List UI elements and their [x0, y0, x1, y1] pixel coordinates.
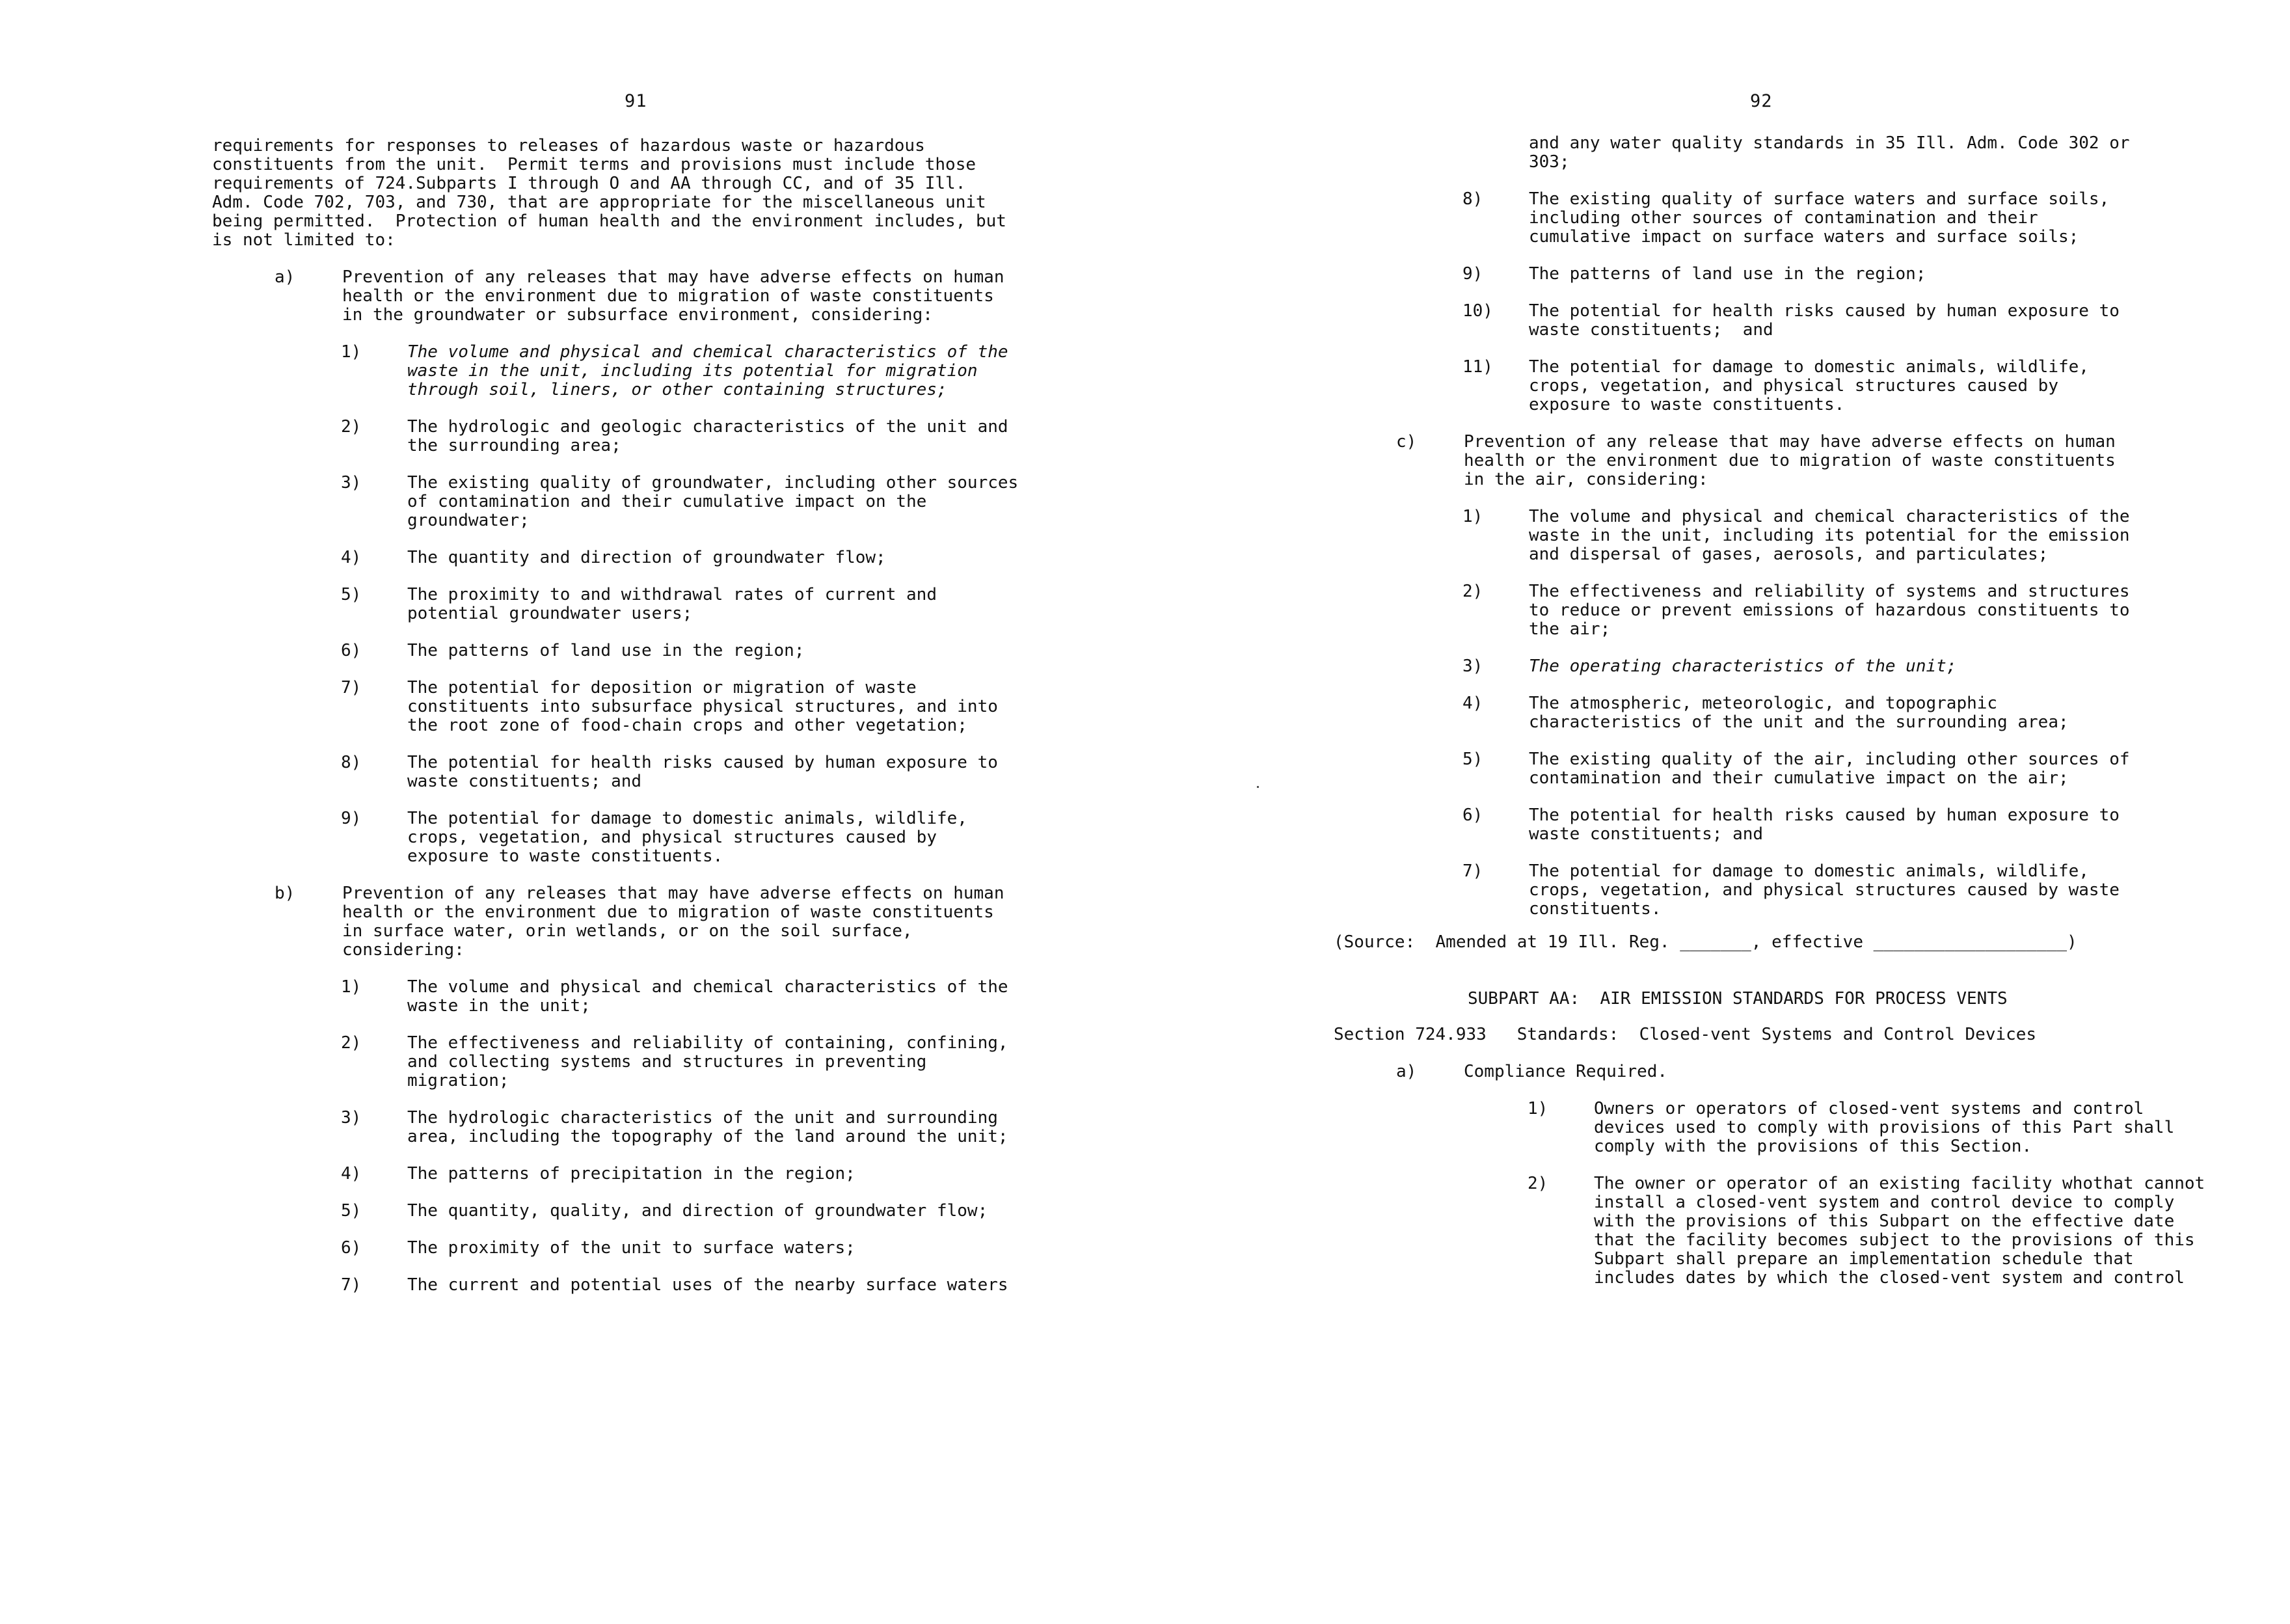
- item-text: The existing quality of the air, including other sources of contamination and their cumulative impact on the air;: [1529, 750, 2130, 788]
- item-text: The patterns of land use in the region;: [1529, 264, 1926, 284]
- item-text: The existing quality of groundwater, including other sources of contamination and their cumulative impact on the groundwater;: [407, 473, 1019, 530]
- subsection-b-items: [212, 978, 1097, 1295]
- item-text: The potential for health risks caused by human exposure to waste constituents; and: [407, 753, 998, 791]
- item-text: The quantity, quality, and direction of groundwater flow;: [407, 1201, 988, 1221]
- subsection-label: b): [275, 884, 295, 903]
- item-text: The patterns of land use in the region;: [407, 641, 805, 660]
- subsection-text: Prevention of any releases that may have adverse effects on human health or the environment due to migration of waste constituents in surface water, orin wetlands, or on the soil surface, considering:: [342, 884, 1004, 960]
- intro-paragraph: requirements for responses to releases of hazardous waste or hazardous constituents from the unit. Permit terms and provisions must include those requirements of 724.Subparts I through O and AA through CC, and of 35 Ill. Adm. Code 702, 703, and 730, that are appropriate for the miscellaneous unit being permitted. Protection of human health and the environment includes, but is not limited to:: [212, 136, 1006, 250]
- item-label: 3): [341, 1108, 362, 1128]
- item-text: The patterns of precipitation in the region;: [407, 1164, 855, 1184]
- item-text: The volume and physical and chemical characteristics of the waste in the unit;: [407, 977, 1008, 1016]
- item-label: 9): [1462, 264, 1483, 284]
- item-text: The volume and physical and chemical characteristics of the waste in the unit, including its potential for migration through soil, liners, or other containing structures;: [407, 342, 1008, 399]
- item-text: The potential for deposition or migration of waste constituents into subsurface physical structures, and into the root zone of food-chain crops and other vegetation;: [407, 678, 998, 735]
- item-label: 2): [341, 417, 362, 437]
- item-text: Owners or operators of closed-vent systems and control devices used to comply with provisions of this Part shall comply with the provisions of this Section.: [1594, 1099, 2175, 1156]
- item-text: The effectiveness and reliability of systems and structures to reduce or prevent emissions of hazardous constituents to the air;: [1529, 582, 2130, 639]
- item-text: The proximity to and withdrawal rates of current and potential groundwater users;: [407, 585, 937, 623]
- section-heading: Section 724.933 Standards: Closed-vent Systems and Control Devices: [1334, 1025, 2037, 1044]
- item-label: 7): [341, 678, 362, 697]
- item-text: The current and potential uses of the nearby surface waters: [407, 1275, 1008, 1295]
- subsection-a-items: [212, 343, 1097, 866]
- item-text: and any water quality standards in 35 Ill. Adm. Code 302 or 303;: [1529, 133, 2130, 172]
- item-label: 4): [1462, 694, 1483, 713]
- item-label: 1): [341, 342, 362, 362]
- page-number: 92: [1750, 91, 1773, 111]
- left-column: [212, 137, 1097, 1295]
- item-label: 1): [341, 977, 362, 997]
- item-text: The hydrologic and geologic characteristics of the unit and the surrounding area;: [407, 417, 1008, 455]
- item-text: The volume and physical and chemical characteristics of the waste in the unit, including its potential for the emission and dispersal of gases, aerosols, and particulates;: [1529, 507, 2130, 564]
- item-label: 10): [1462, 301, 1493, 321]
- item-label: 4): [341, 548, 362, 567]
- item-label: 8): [341, 753, 362, 772]
- item-label: 5): [1462, 750, 1483, 769]
- item-label: 11): [1462, 357, 1493, 377]
- subsection-label: c): [1396, 432, 1417, 452]
- item-text: The quantity and direction of groundwater flow;: [407, 548, 886, 567]
- item-label: 4): [341, 1164, 362, 1184]
- right-column: [1334, 134, 2257, 1288]
- scan-speck: [1257, 786, 1259, 788]
- subsection-a: [212, 268, 1097, 325]
- item-label: 6): [1462, 805, 1483, 825]
- item-label: 3): [1462, 656, 1483, 676]
- subsection-c: [1334, 433, 2257, 489]
- item-text: The effectiveness and reliability of containing, confining, and collecting systems and structures in preventing migration;: [407, 1033, 1008, 1090]
- item-label: 7): [341, 1275, 362, 1295]
- item-label: 8): [1462, 189, 1483, 209]
- item-text: The hydrologic characteristics of the unit and surrounding area, including the topography of the land around the unit;: [407, 1108, 1008, 1146]
- item-label: 9): [341, 809, 362, 828]
- page-number: 91: [625, 91, 647, 111]
- subsection-text: Compliance Required.: [1464, 1062, 1668, 1081]
- item-label: 6): [341, 641, 362, 660]
- source-note: (Source: Amended at 19 Ill. Reg. _______, effective ___________________): [1334, 932, 2077, 952]
- item-label: 2): [1462, 582, 1483, 601]
- item-label: 7): [1462, 861, 1483, 881]
- item-text: The owner or operator of an existing facility whothat cannot install a closed-vent system and control device to comply with the provisions of this Subpart on the effective date that the facility becomes subject to the provisions of this Subpart shall prepare an implementation schedule that includes dates by which the closed-vent system and control: [1594, 1174, 2205, 1288]
- continuation-text: [1334, 134, 2257, 172]
- item-label: 5): [341, 1201, 362, 1221]
- item-label: 1): [1462, 507, 1483, 526]
- section-subsection-a: [1334, 1062, 2257, 1081]
- item-label: 1): [1528, 1099, 1548, 1118]
- item-text: The potential for damage to domestic animals, wildlife, crops, vegetation, and physical structures caused by exposure to waste constituents.: [407, 809, 967, 866]
- item-text: The potential for health risks caused by human exposure to waste constituents; and: [1529, 805, 2120, 844]
- subsection-text: Prevention of any releases that may have adverse effects on human health or the environment due to migration of waste constituents in the groundwater or subsurface environment, considering:: [342, 267, 1004, 325]
- item-text: The potential for damage to domestic animals, wildlife, crops, vegetation, and physical structures caused by waste constituents.: [1529, 861, 2120, 919]
- subsection-label: a): [275, 267, 295, 287]
- item-text: The atmospheric, meteorologic, and topographic characteristics of the unit and the surrounding area;: [1529, 694, 2069, 732]
- item-label: 3): [341, 473, 362, 493]
- item-label: 2): [341, 1033, 362, 1053]
- subsection-text: Prevention of any release that may have adverse effects on human health or the environment due to migration of waste constituents in the air, considering:: [1464, 432, 2116, 489]
- item-text: The existing quality of surface waters and surface soils, including other sources of contamination and their cumulative impact on surface waters and surface soils;: [1529, 189, 2110, 247]
- item-label: 6): [341, 1238, 362, 1258]
- subsection-label: a): [1396, 1062, 1417, 1081]
- item-label: 2): [1528, 1174, 1548, 1193]
- item-text: The potential for health risks caused by human exposure to waste constituents; and: [1529, 301, 2120, 340]
- item-label: 5): [341, 585, 362, 604]
- item-text: The proximity of the unit to surface waters;: [407, 1238, 855, 1258]
- item-text: The potential for damage to domestic animals, wildlife, crops, vegetation, and physical structures caused by exposure to waste constituents.: [1529, 357, 2089, 414]
- subpart-heading: SUBPART AA: AIR EMISSION STANDARDS FOR PROCESS VENTS: [1468, 989, 2008, 1008]
- item-text: The operating characteristics of the unit;: [1529, 656, 1957, 676]
- subsection-b: [212, 884, 1097, 960]
